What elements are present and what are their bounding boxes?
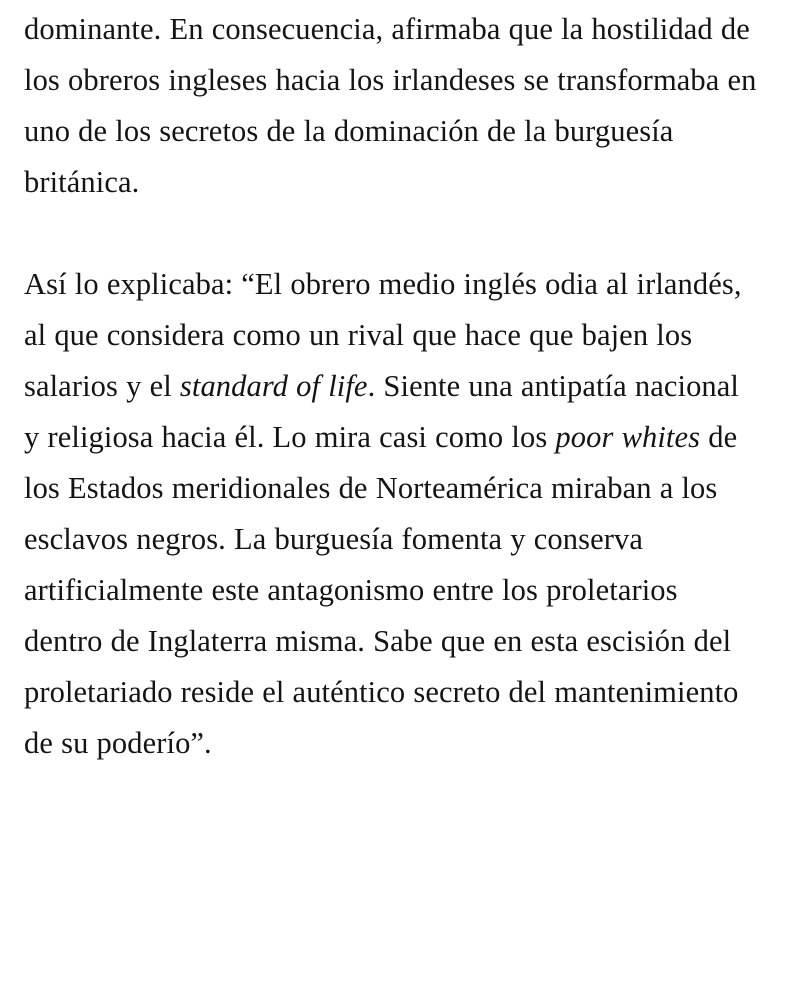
italic-term: poor whites xyxy=(555,420,701,454)
paragraph-1: dominante. En consecuencia, afirmaba que la hostilidad de los obreros ingleses hacia los irlandeses se transformaba en uno de los secretos de la dominación de la burguesía británica. xyxy=(24,12,757,199)
paragraph-2: Así lo explicaba: “El obrero medio inglés odia al irlandés, al que considera como un rival que hace que bajen los salarios y el standard of life. Siente una antipatía nacional y religiosa hacia él. Lo mira casi como los poor whites de los Estados meridionales de Norteamérica miraban a los esclavos negros. La burguesía fomenta y conserva artificialmente este antagonismo entre los proletarios dentro de Inglaterra misma. Sabe que en esta escisión del proletariado reside el auténtico secreto del mantenimiento de su poderío”. xyxy=(24,267,742,760)
article-body xyxy=(24,0,762,769)
italic-term: standard of life xyxy=(179,369,368,403)
